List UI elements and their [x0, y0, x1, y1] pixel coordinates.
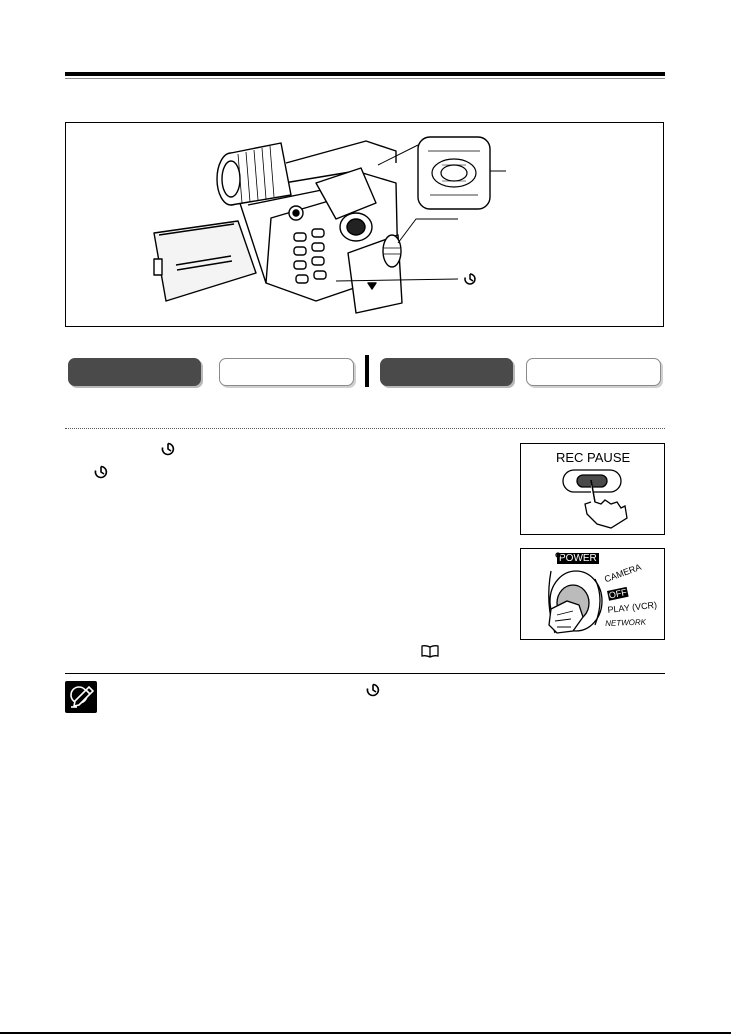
mode-tab-camera-1 [68, 358, 201, 386]
note-pencil-icon [65, 681, 97, 713]
mode-tab-play-1 [219, 358, 354, 386]
self-timer-icon [161, 442, 175, 456]
section-divider [65, 428, 665, 429]
mode-tab-play-2 [526, 358, 661, 386]
book-reference-icon [421, 644, 439, 658]
power-label: POWER [559, 553, 597, 564]
mode-tab-separator [365, 355, 369, 387]
camcorder-illustration [65, 122, 664, 327]
rec-pause-caption: REC PAUSE [556, 450, 631, 465]
mode-tab-camera-2 [380, 358, 513, 386]
power-dial-thumbnail [520, 548, 665, 640]
dial-position-play: PLAY (VCR) [607, 599, 658, 615]
dial-position-network: NETWORK [605, 617, 647, 628]
page-bottom-rule [0, 1032, 731, 1034]
header-rule [65, 72, 665, 80]
dial-position-camera: CAMERA [603, 561, 643, 585]
power-dial-icon [521, 549, 664, 639]
dial-position-off: OFF [607, 587, 628, 601]
rec-pause-thumbnail [520, 443, 665, 535]
pointing-hand-icon [521, 444, 664, 534]
self-timer-icon [94, 465, 108, 479]
self-timer-icon [366, 683, 380, 697]
note-rule [65, 673, 665, 674]
